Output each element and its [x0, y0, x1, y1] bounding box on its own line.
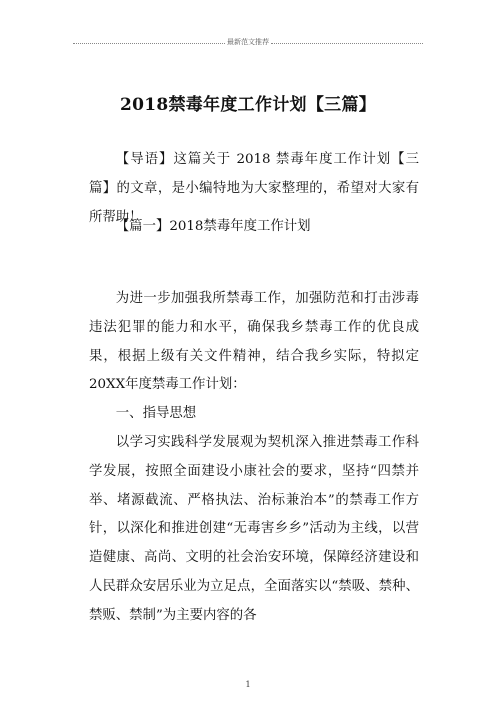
body-paragraph-1: 为进一步加强我所禁毒工作，加强防范和打击涉毒违法犯罪的能力和水平，确保我乡禁毒工作的优良成果，根据上级有关文件精神，结合我乡实际，特拟定20XX年度禁毒工作计划： [89, 291, 419, 393]
header-label: 最新范文推荐 [227, 38, 269, 46]
section-title: 【篇一】2018禁毒年度工作计划 [115, 219, 311, 234]
document-title: 2018禁毒年度工作计划【三篇】 [119, 95, 377, 115]
subheading-guiding-ideology: 一、指导思想 [115, 406, 197, 421]
page-header [73, 36, 423, 48]
body-paragraph-2: 以学习实践科学发展观为契机深入推进禁毒工作科学发展，按照全面建设小康社会的要求，坚持“四禁并举、堵源截流、严格执法、治标兼治本”的禁毒工作方针，以深化和推进创建“无毒害乡乡”活动为主线，以营造健康、高尚、文明的社会治安环境，保障经济建设和人民群众安居乐业为立足点，全面落实以“禁吸、禁种、禁贩、禁制”为主要内容的各 [89, 435, 419, 623]
header-dotted-rule-right [271, 43, 423, 44]
header-dotted-rule-left [73, 43, 225, 44]
page-number: 1 [245, 680, 251, 689]
intro-paragraph: 【导语】这篇关于 2018 禁毒年度工作计划【三篇】的文章，是小编特地为大家整理的，希望对大家有所帮助！ [89, 152, 419, 225]
